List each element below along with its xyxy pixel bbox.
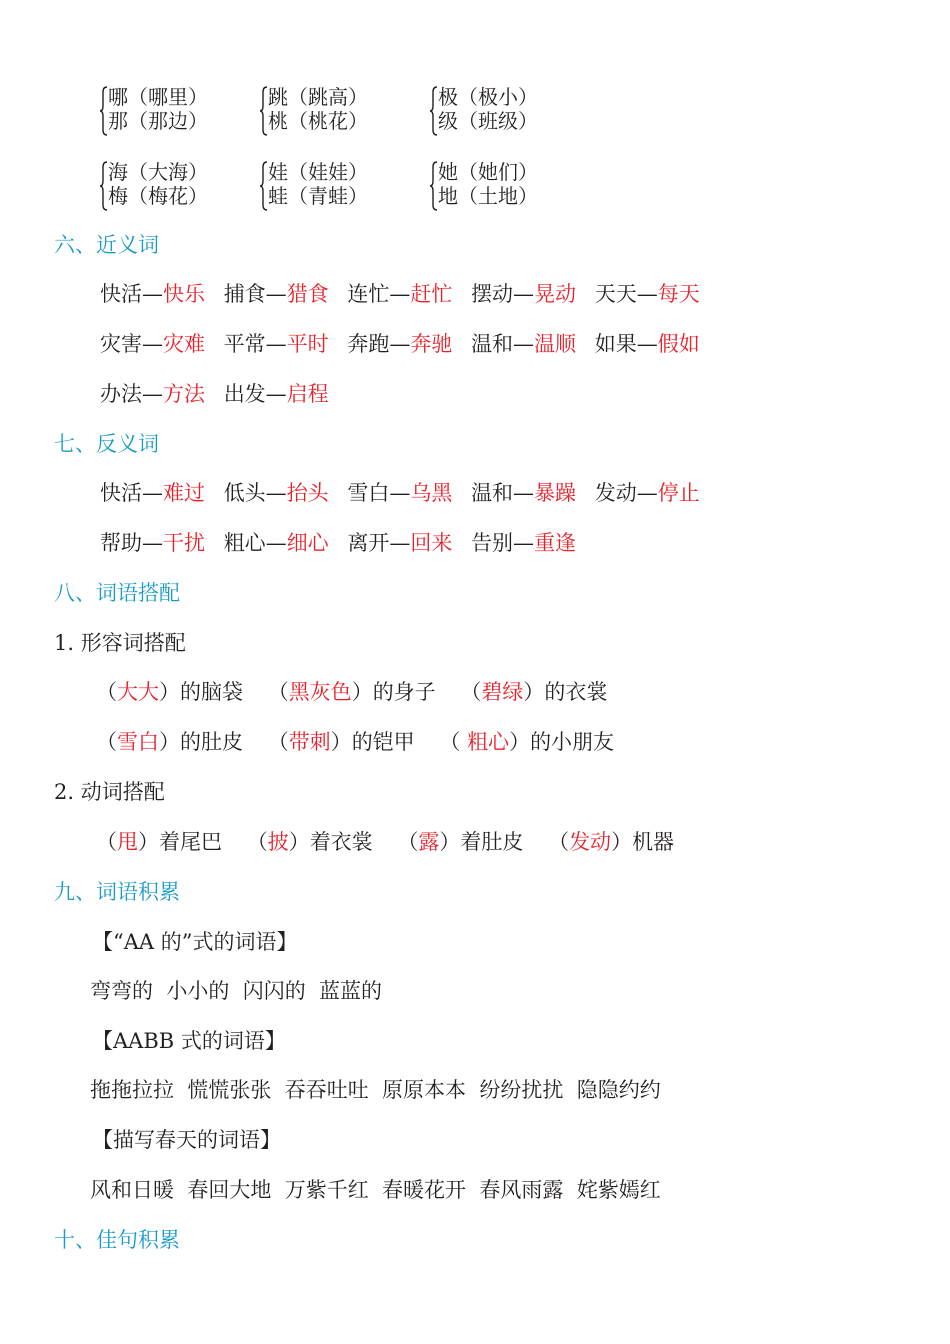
synonym-row [100,280,700,308]
word: 帮助— [100,531,163,555]
word: 着衣裳 [309,830,373,854]
answer: 粗心 [467,730,510,754]
word: 粗心— [223,531,287,555]
answer: 温顺 [534,332,577,356]
pair-line: 级（班级） [438,109,538,133]
antonyms-heading: 七、反义词 [54,432,159,456]
word: 着肚皮 [460,830,524,854]
bracket: （ [96,730,117,754]
brace-icon [100,86,108,136]
answer: 奔驰 [410,332,453,356]
answer: 难过 [163,481,205,505]
answer: 猎食 [286,282,329,306]
bracket: ） [523,680,545,704]
answer: 停止 [657,481,700,505]
adj-collocation-row [96,728,614,756]
spring-words: 风和日暖 春回大地 万紫千红 春暖花开 春风雨露 姹紫嫣红 [90,1178,661,1202]
word: 连忙— [347,282,411,306]
brace-icon [430,161,438,211]
answer: 露 [418,830,440,854]
answer: 暴躁 [534,481,577,505]
answer: 赶忙 [410,282,453,306]
verb-collocation-row [96,828,674,856]
word: 的小朋友 [530,730,615,754]
pair-line: 那（那边） [108,109,208,133]
answer: 细心 [286,531,329,555]
accumulation-heading: 九、词语积累 [54,880,180,904]
answer: 晃动 [534,282,577,306]
adj-collocation-title: 1. 形容词搭配 [54,631,186,655]
pair-line: 她（她们） [438,160,538,184]
word: 雪白— [347,481,411,505]
word: 着尾巴 [159,830,222,854]
bracket: （ [96,830,117,854]
bracket: （ [267,730,289,754]
pair-line: 娃（娃娃） [268,160,368,184]
answer: 回来 [410,531,453,555]
answer: 黑灰色 [288,680,352,704]
adj-collocation-row [96,678,607,706]
word: 的脑袋 [180,680,243,704]
answer: 每天 [657,282,700,306]
brace-icon [260,86,268,136]
brace-icon [430,86,438,136]
verb-collocation-title: 2. 动词搭配 [54,780,165,804]
answer: 雪白 [117,730,159,754]
bracket: （ [548,830,570,854]
aa-words-title: 【“AA 的”式的词语】 [92,930,298,954]
answer: 抬头 [286,481,329,505]
bracket: ） [439,830,461,854]
answer: 假如 [657,332,700,356]
word: 天天— [594,282,658,306]
aa-words: 弯弯的 小小的 闪闪的 蓝蓝的 [90,979,383,1003]
word: 的身子 [372,680,436,704]
word: 平常— [223,332,287,356]
answer: 平时 [286,332,329,356]
bracket: （ [267,680,289,704]
bracket: （ [439,730,468,754]
pair-line: 桃（桃花） [268,109,368,133]
brace-icon [100,161,108,211]
aabb-words-title: 【AABB 式的词语】 [92,1029,286,1053]
answer: 启程 [286,382,329,406]
word: 灾害— [100,332,163,356]
answer: 干扰 [163,531,205,555]
word: 捕食— [223,282,287,306]
word: 温和— [471,332,535,356]
bracket: ） [288,830,310,854]
answer: 灾难 [163,332,205,356]
answer: 发动 [569,830,612,854]
answer: 带刺 [288,730,331,754]
spring-words-title: 【描写春天的词语】 [92,1128,281,1152]
word: 发动— [594,481,658,505]
bracket: ） [330,730,352,754]
word: 机器 [632,830,675,854]
word: 低头— [223,481,287,505]
answer: 碧绿 [481,680,524,704]
antonym-row [100,479,700,507]
bracket: （ [246,830,268,854]
word: 快活— [100,282,163,306]
bracket: ） [509,730,531,754]
answer: 甩 [117,830,138,854]
sentences-heading: 十、佳句积累 [54,1228,180,1252]
word: 出发— [223,382,287,406]
synonym-row [100,380,329,408]
pair-line: 蛙（青蛙） [268,184,368,208]
bracket: （ [460,680,482,704]
synonyms-heading: 六、近义词 [54,233,159,257]
pair-line: 海（大海） [108,160,208,184]
pair-line: 梅（梅花） [108,184,208,208]
word: 如果— [594,332,658,356]
collocation-heading: 八、词语搭配 [54,581,180,605]
antonym-row [100,529,576,557]
synonym-row [100,330,700,358]
bracket: （ [96,680,117,704]
bracket: ） [351,680,373,704]
answer: 重逢 [534,531,577,555]
pair-line: 哪（哪里） [108,85,208,109]
word: 的衣裳 [544,680,608,704]
word: 办法— [100,382,163,406]
bracket: （ [397,830,419,854]
word: 奔跑— [347,332,411,356]
pair-line: 跳（跳高） [268,85,368,109]
word: 的铠甲 [351,730,415,754]
pair-line: 地（土地） [438,184,538,208]
answer: 披 [267,830,289,854]
answer: 快乐 [163,282,205,306]
pair-line: 极（极小） [438,85,538,109]
answer: 方法 [163,382,205,406]
bracket: ） [159,680,180,704]
aabb-words: 拖拖拉拉 慌慌张张 吞吞吐吐 原原本本 纷纷扰扰 隐隐约约 [90,1078,661,1102]
word: 离开— [347,531,411,555]
brace-icon [260,161,268,211]
bracket: ） [611,830,633,854]
word: 快活— [100,481,163,505]
bracket: ） [159,730,180,754]
word: 温和— [471,481,535,505]
word: 的肚皮 [180,730,243,754]
answer: 大大 [117,680,159,704]
bracket: ） [138,830,159,854]
word: 摆动— [471,282,535,306]
answer: 乌黑 [410,481,453,505]
word: 告别— [471,531,535,555]
